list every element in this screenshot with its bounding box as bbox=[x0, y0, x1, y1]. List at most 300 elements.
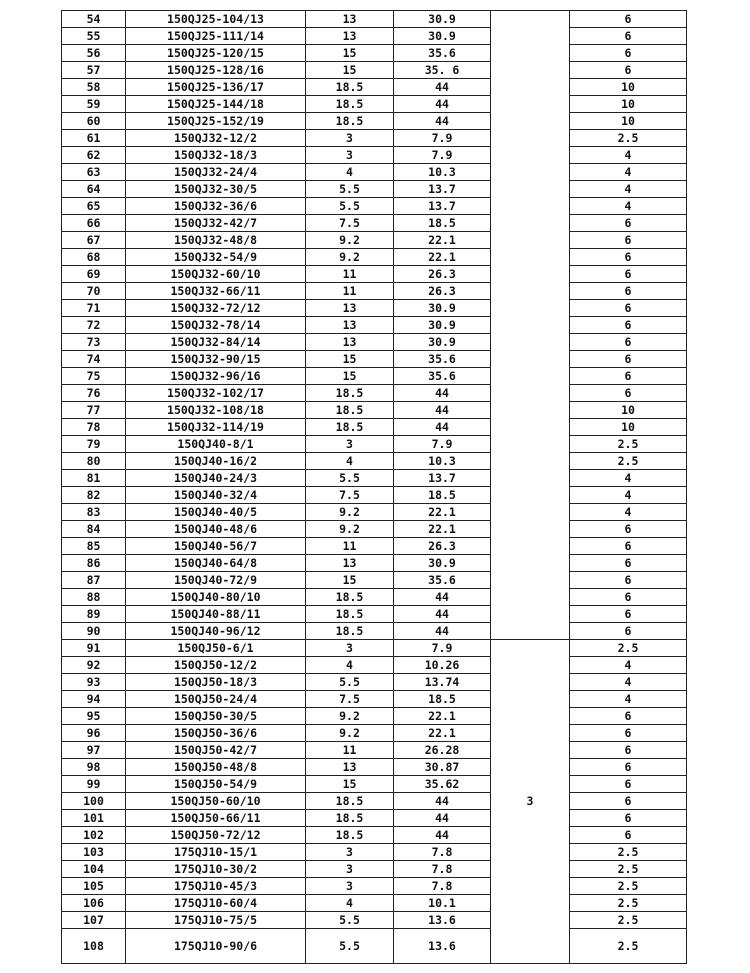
row-number-cell: 84 bbox=[62, 521, 126, 538]
row-number-cell: 62 bbox=[62, 147, 126, 164]
current-a-cell: 10.1 bbox=[394, 895, 491, 912]
model-cell: 150QJ50-66/11 bbox=[126, 810, 306, 827]
table-row bbox=[62, 181, 687, 198]
spec-value-cell: 6 bbox=[570, 572, 687, 589]
power-kw-cell: 5.5 bbox=[306, 929, 394, 964]
model-cell: 150QJ32-30/5 bbox=[126, 181, 306, 198]
table-row bbox=[62, 674, 687, 691]
merged-value-cell bbox=[491, 11, 570, 640]
spec-value-cell: 10 bbox=[570, 402, 687, 419]
spec-value-cell: 6 bbox=[570, 742, 687, 759]
model-cell: 150QJ32-78/14 bbox=[126, 317, 306, 334]
power-kw-cell: 5.5 bbox=[306, 912, 394, 929]
model-cell: 150QJ32-24/4 bbox=[126, 164, 306, 181]
table-row bbox=[62, 28, 687, 45]
row-number-cell: 60 bbox=[62, 113, 126, 130]
model-cell: 150QJ50-30/5 bbox=[126, 708, 306, 725]
model-cell: 175QJ10-90/6 bbox=[126, 929, 306, 964]
spec-value-cell: 6 bbox=[570, 215, 687, 232]
current-a-cell: 44 bbox=[394, 827, 491, 844]
row-number-cell: 107 bbox=[62, 912, 126, 929]
row-number-cell: 100 bbox=[62, 793, 126, 810]
current-a-cell: 13.6 bbox=[394, 912, 491, 929]
power-kw-cell: 4 bbox=[306, 164, 394, 181]
current-a-cell: 26.3 bbox=[394, 283, 491, 300]
model-cell: 150QJ50-60/10 bbox=[126, 793, 306, 810]
current-a-cell: 7.9 bbox=[394, 147, 491, 164]
row-number-cell: 69 bbox=[62, 266, 126, 283]
table-row bbox=[62, 742, 687, 759]
row-number-cell: 72 bbox=[62, 317, 126, 334]
power-kw-cell: 11 bbox=[306, 266, 394, 283]
power-kw-cell: 11 bbox=[306, 538, 394, 555]
power-kw-cell: 18.5 bbox=[306, 606, 394, 623]
current-a-cell: 44 bbox=[394, 113, 491, 130]
current-a-cell: 18.5 bbox=[394, 215, 491, 232]
spec-value-cell: 4 bbox=[570, 504, 687, 521]
spec-value-cell: 6 bbox=[570, 249, 687, 266]
table-row bbox=[62, 266, 687, 283]
row-number-cell: 76 bbox=[62, 385, 126, 402]
row-number-cell: 70 bbox=[62, 283, 126, 300]
row-number-cell: 68 bbox=[62, 249, 126, 266]
table-row bbox=[62, 79, 687, 96]
table-body bbox=[62, 11, 687, 964]
model-cell: 150QJ25-120/15 bbox=[126, 45, 306, 62]
model-cell: 150QJ32-42/7 bbox=[126, 215, 306, 232]
model-cell: 150QJ40-40/5 bbox=[126, 504, 306, 521]
model-cell: 150QJ25-128/16 bbox=[126, 62, 306, 79]
row-number-cell: 56 bbox=[62, 45, 126, 62]
power-kw-cell: 13 bbox=[306, 759, 394, 776]
model-cell: 150QJ40-16/2 bbox=[126, 453, 306, 470]
current-a-cell: 22.1 bbox=[394, 504, 491, 521]
power-kw-cell: 18.5 bbox=[306, 79, 394, 96]
row-number-cell: 90 bbox=[62, 623, 126, 640]
current-a-cell: 18.5 bbox=[394, 487, 491, 504]
power-kw-cell: 4 bbox=[306, 453, 394, 470]
table-row bbox=[62, 317, 687, 334]
row-number-cell: 54 bbox=[62, 11, 126, 28]
row-number-cell: 67 bbox=[62, 232, 126, 249]
model-cell: 150QJ40-8/1 bbox=[126, 436, 306, 453]
power-kw-cell: 13 bbox=[306, 334, 394, 351]
power-kw-cell: 9.2 bbox=[306, 504, 394, 521]
power-kw-cell: 18.5 bbox=[306, 810, 394, 827]
table-row bbox=[62, 130, 687, 147]
model-cell: 150QJ40-56/7 bbox=[126, 538, 306, 555]
power-kw-cell: 9.2 bbox=[306, 725, 394, 742]
power-kw-cell: 3 bbox=[306, 878, 394, 895]
spec-value-cell: 10 bbox=[570, 79, 687, 96]
model-cell: 150QJ40-64/8 bbox=[126, 555, 306, 572]
spec-value-cell: 6 bbox=[570, 725, 687, 742]
current-a-cell: 10.3 bbox=[394, 453, 491, 470]
table-row bbox=[62, 147, 687, 164]
table-row bbox=[62, 453, 687, 470]
spec-value-cell: 6 bbox=[570, 300, 687, 317]
power-kw-cell: 4 bbox=[306, 657, 394, 674]
spec-value-cell: 4 bbox=[570, 147, 687, 164]
spec-value-cell: 4 bbox=[570, 164, 687, 181]
table-row bbox=[62, 708, 687, 725]
model-cell: 150QJ50-18/3 bbox=[126, 674, 306, 691]
table-row bbox=[62, 385, 687, 402]
power-kw-cell: 3 bbox=[306, 640, 394, 657]
model-cell: 150QJ40-48/6 bbox=[126, 521, 306, 538]
row-number-cell: 77 bbox=[62, 402, 126, 419]
row-number-cell: 95 bbox=[62, 708, 126, 725]
table-row bbox=[62, 215, 687, 232]
current-a-cell: 22.1 bbox=[394, 521, 491, 538]
spec-value-cell: 2.5 bbox=[570, 912, 687, 929]
current-a-cell: 7.8 bbox=[394, 861, 491, 878]
model-cell: 150QJ32-18/3 bbox=[126, 147, 306, 164]
current-a-cell: 30.9 bbox=[394, 334, 491, 351]
current-a-cell: 22.1 bbox=[394, 249, 491, 266]
row-number-cell: 66 bbox=[62, 215, 126, 232]
spec-value-cell: 6 bbox=[570, 45, 687, 62]
row-number-cell: 102 bbox=[62, 827, 126, 844]
power-kw-cell: 5.5 bbox=[306, 198, 394, 215]
current-a-cell: 35.6 bbox=[394, 572, 491, 589]
table-row bbox=[62, 572, 687, 589]
row-number-cell: 97 bbox=[62, 742, 126, 759]
power-kw-cell: 15 bbox=[306, 351, 394, 368]
power-kw-cell: 5.5 bbox=[306, 674, 394, 691]
pump-spec-table bbox=[61, 10, 687, 964]
table-row bbox=[62, 334, 687, 351]
current-a-cell: 22.1 bbox=[394, 725, 491, 742]
model-cell: 150QJ40-72/9 bbox=[126, 572, 306, 589]
current-a-cell: 22.1 bbox=[394, 232, 491, 249]
spec-value-cell: 6 bbox=[570, 759, 687, 776]
power-kw-cell: 18.5 bbox=[306, 402, 394, 419]
row-number-cell: 64 bbox=[62, 181, 126, 198]
power-kw-cell: 15 bbox=[306, 776, 394, 793]
current-a-cell: 35.6 bbox=[394, 351, 491, 368]
table-row bbox=[62, 606, 687, 623]
merged-value-cell: 3 bbox=[491, 640, 570, 964]
spec-value-cell: 6 bbox=[570, 11, 687, 28]
spec-value-cell: 2.5 bbox=[570, 640, 687, 657]
spec-value-cell: 6 bbox=[570, 28, 687, 45]
current-a-cell: 7.9 bbox=[394, 640, 491, 657]
spec-value-cell: 10 bbox=[570, 419, 687, 436]
row-number-cell: 71 bbox=[62, 300, 126, 317]
power-kw-cell: 4 bbox=[306, 895, 394, 912]
model-cell: 175QJ10-75/5 bbox=[126, 912, 306, 929]
row-number-cell: 93 bbox=[62, 674, 126, 691]
model-cell: 150QJ32-102/17 bbox=[126, 385, 306, 402]
table-row bbox=[62, 487, 687, 504]
spec-value-cell: 6 bbox=[570, 283, 687, 300]
table-row bbox=[62, 232, 687, 249]
spec-value-cell: 4 bbox=[570, 181, 687, 198]
row-number-cell: 92 bbox=[62, 657, 126, 674]
model-cell: 150QJ32-96/16 bbox=[126, 368, 306, 385]
current-a-cell: 30.9 bbox=[394, 555, 491, 572]
current-a-cell: 30.9 bbox=[394, 28, 491, 45]
spec-value-cell: 2.5 bbox=[570, 453, 687, 470]
power-kw-cell: 3 bbox=[306, 130, 394, 147]
spec-value-cell: 6 bbox=[570, 606, 687, 623]
spec-value-cell: 6 bbox=[570, 62, 687, 79]
model-cell: 150QJ32-66/11 bbox=[126, 283, 306, 300]
spec-value-cell: 6 bbox=[570, 708, 687, 725]
row-number-cell: 88 bbox=[62, 589, 126, 606]
spec-value-cell: 6 bbox=[570, 589, 687, 606]
row-number-cell: 89 bbox=[62, 606, 126, 623]
current-a-cell: 35.6 bbox=[394, 45, 491, 62]
model-cell: 150QJ32-108/18 bbox=[126, 402, 306, 419]
row-number-cell: 58 bbox=[62, 79, 126, 96]
current-a-cell: 30.9 bbox=[394, 317, 491, 334]
spec-value-cell: 4 bbox=[570, 470, 687, 487]
power-kw-cell: 18.5 bbox=[306, 419, 394, 436]
power-kw-cell: 7.5 bbox=[306, 215, 394, 232]
current-a-cell: 22.1 bbox=[394, 708, 491, 725]
table-row bbox=[62, 810, 687, 827]
table-row bbox=[62, 878, 687, 895]
spec-value-cell: 6 bbox=[570, 351, 687, 368]
current-a-cell: 13.7 bbox=[394, 470, 491, 487]
table-row bbox=[62, 436, 687, 453]
power-kw-cell: 18.5 bbox=[306, 623, 394, 640]
power-kw-cell: 15 bbox=[306, 572, 394, 589]
power-kw-cell: 18.5 bbox=[306, 589, 394, 606]
power-kw-cell: 15 bbox=[306, 45, 394, 62]
model-cell: 175QJ10-15/1 bbox=[126, 844, 306, 861]
table-row bbox=[62, 623, 687, 640]
spec-value-cell: 2.5 bbox=[570, 878, 687, 895]
table-row bbox=[62, 521, 687, 538]
power-kw-cell: 18.5 bbox=[306, 113, 394, 130]
spec-value-cell: 2.5 bbox=[570, 130, 687, 147]
model-cell: 175QJ10-30/2 bbox=[126, 861, 306, 878]
row-number-cell: 86 bbox=[62, 555, 126, 572]
current-a-cell: 30.9 bbox=[394, 11, 491, 28]
spec-value-cell: 2.5 bbox=[570, 844, 687, 861]
spec-value-cell: 6 bbox=[570, 793, 687, 810]
spec-value-cell: 2.5 bbox=[570, 436, 687, 453]
table-row bbox=[62, 62, 687, 79]
current-a-cell: 7.8 bbox=[394, 878, 491, 895]
row-number-cell: 78 bbox=[62, 419, 126, 436]
model-cell: 150QJ32-54/9 bbox=[126, 249, 306, 266]
spec-value-cell: 6 bbox=[570, 266, 687, 283]
current-a-cell: 44 bbox=[394, 589, 491, 606]
row-number-cell: 73 bbox=[62, 334, 126, 351]
table-row bbox=[62, 419, 687, 436]
row-number-cell: 108 bbox=[62, 929, 126, 964]
current-a-cell: 44 bbox=[394, 419, 491, 436]
spec-value-cell: 4 bbox=[570, 487, 687, 504]
current-a-cell: 13.7 bbox=[394, 181, 491, 198]
row-number-cell: 96 bbox=[62, 725, 126, 742]
table-row bbox=[62, 368, 687, 385]
spec-value-cell: 10 bbox=[570, 96, 687, 113]
current-a-cell: 44 bbox=[394, 810, 491, 827]
table-row bbox=[62, 640, 687, 657]
spec-value-cell: 6 bbox=[570, 334, 687, 351]
row-number-cell: 75 bbox=[62, 368, 126, 385]
table-row bbox=[62, 912, 687, 929]
row-number-cell: 105 bbox=[62, 878, 126, 895]
power-kw-cell: 9.2 bbox=[306, 232, 394, 249]
model-cell: 150QJ40-80/10 bbox=[126, 589, 306, 606]
table-row bbox=[62, 657, 687, 674]
current-a-cell: 13.7 bbox=[394, 198, 491, 215]
model-cell: 150QJ25-136/17 bbox=[126, 79, 306, 96]
model-cell: 150QJ25-152/19 bbox=[126, 113, 306, 130]
row-number-cell: 83 bbox=[62, 504, 126, 521]
row-number-cell: 82 bbox=[62, 487, 126, 504]
current-a-cell: 44 bbox=[394, 606, 491, 623]
power-kw-cell: 3 bbox=[306, 861, 394, 878]
spec-value-cell: 6 bbox=[570, 827, 687, 844]
table-row bbox=[62, 11, 687, 28]
spec-value-cell: 6 bbox=[570, 521, 687, 538]
power-kw-cell: 18.5 bbox=[306, 793, 394, 810]
model-cell: 150QJ40-96/12 bbox=[126, 623, 306, 640]
current-a-cell: 10.3 bbox=[394, 164, 491, 181]
row-number-cell: 106 bbox=[62, 895, 126, 912]
power-kw-cell: 18.5 bbox=[306, 385, 394, 402]
model-cell: 150QJ50-36/6 bbox=[126, 725, 306, 742]
row-number-cell: 74 bbox=[62, 351, 126, 368]
row-number-cell: 80 bbox=[62, 453, 126, 470]
current-a-cell: 30.9 bbox=[394, 300, 491, 317]
table-row bbox=[62, 164, 687, 181]
model-cell: 150QJ32-48/8 bbox=[126, 232, 306, 249]
row-number-cell: 63 bbox=[62, 164, 126, 181]
power-kw-cell: 3 bbox=[306, 147, 394, 164]
current-a-cell: 26.3 bbox=[394, 266, 491, 283]
model-cell: 150QJ25-144/18 bbox=[126, 96, 306, 113]
row-number-cell: 99 bbox=[62, 776, 126, 793]
current-a-cell: 26.28 bbox=[394, 742, 491, 759]
table-row bbox=[62, 470, 687, 487]
model-cell: 150QJ40-24/3 bbox=[126, 470, 306, 487]
table-row bbox=[62, 861, 687, 878]
current-a-cell: 35.6 bbox=[394, 368, 491, 385]
row-number-cell: 55 bbox=[62, 28, 126, 45]
current-a-cell: 18.5 bbox=[394, 691, 491, 708]
power-kw-cell: 3 bbox=[306, 844, 394, 861]
current-a-cell: 7.9 bbox=[394, 436, 491, 453]
current-a-cell: 10.26 bbox=[394, 657, 491, 674]
model-cell: 150QJ32-36/6 bbox=[126, 198, 306, 215]
table-row bbox=[62, 96, 687, 113]
spec-value-cell: 6 bbox=[570, 810, 687, 827]
power-kw-cell: 7.5 bbox=[306, 487, 394, 504]
power-kw-cell: 7.5 bbox=[306, 691, 394, 708]
table-row bbox=[62, 351, 687, 368]
current-a-cell: 44 bbox=[394, 623, 491, 640]
model-cell: 150QJ50-6/1 bbox=[126, 640, 306, 657]
current-a-cell: 26.3 bbox=[394, 538, 491, 555]
current-a-cell: 7.9 bbox=[394, 130, 491, 147]
table-row bbox=[62, 300, 687, 317]
spec-value-cell: 2.5 bbox=[570, 895, 687, 912]
model-cell: 175QJ10-60/4 bbox=[126, 895, 306, 912]
spec-value-cell: 6 bbox=[570, 232, 687, 249]
model-cell: 150QJ50-42/7 bbox=[126, 742, 306, 759]
row-number-cell: 94 bbox=[62, 691, 126, 708]
model-cell: 150QJ40-88/11 bbox=[126, 606, 306, 623]
current-a-cell: 44 bbox=[394, 79, 491, 96]
power-kw-cell: 18.5 bbox=[306, 96, 394, 113]
row-number-cell: 98 bbox=[62, 759, 126, 776]
model-cell: 150QJ32-114/19 bbox=[126, 419, 306, 436]
spec-value-cell: 6 bbox=[570, 317, 687, 334]
table-row bbox=[62, 402, 687, 419]
current-a-cell: 13.74 bbox=[394, 674, 491, 691]
model-cell: 150QJ50-48/8 bbox=[126, 759, 306, 776]
table-row bbox=[62, 198, 687, 215]
table-row bbox=[62, 895, 687, 912]
power-kw-cell: 5.5 bbox=[306, 181, 394, 198]
model-cell: 150QJ32-12/2 bbox=[126, 130, 306, 147]
current-a-cell: 44 bbox=[394, 793, 491, 810]
power-kw-cell: 11 bbox=[306, 742, 394, 759]
row-number-cell: 85 bbox=[62, 538, 126, 555]
current-a-cell: 35.62 bbox=[394, 776, 491, 793]
model-cell: 150QJ50-24/4 bbox=[126, 691, 306, 708]
current-a-cell: 44 bbox=[394, 402, 491, 419]
model-cell: 150QJ50-54/9 bbox=[126, 776, 306, 793]
spec-value-cell: 10 bbox=[570, 113, 687, 130]
table-row bbox=[62, 113, 687, 130]
table-row bbox=[62, 793, 687, 810]
spec-value-cell: 4 bbox=[570, 674, 687, 691]
row-number-cell: 91 bbox=[62, 640, 126, 657]
power-kw-cell: 3 bbox=[306, 436, 394, 453]
row-number-cell: 79 bbox=[62, 436, 126, 453]
spec-value-cell: 6 bbox=[570, 555, 687, 572]
model-cell: 150QJ32-72/12 bbox=[126, 300, 306, 317]
power-kw-cell: 9.2 bbox=[306, 249, 394, 266]
spec-value-cell: 6 bbox=[570, 623, 687, 640]
spec-value-cell: 4 bbox=[570, 691, 687, 708]
row-number-cell: 65 bbox=[62, 198, 126, 215]
spec-value-cell: 6 bbox=[570, 538, 687, 555]
table-row bbox=[62, 929, 687, 964]
table-row bbox=[62, 504, 687, 521]
current-a-cell: 30.87 bbox=[394, 759, 491, 776]
power-kw-cell: 11 bbox=[306, 283, 394, 300]
spec-value-cell: 4 bbox=[570, 198, 687, 215]
row-number-cell: 81 bbox=[62, 470, 126, 487]
table-row bbox=[62, 249, 687, 266]
current-a-cell: 44 bbox=[394, 96, 491, 113]
row-number-cell: 57 bbox=[62, 62, 126, 79]
spec-value-cell: 2.5 bbox=[570, 861, 687, 878]
row-number-cell: 87 bbox=[62, 572, 126, 589]
model-cell: 150QJ40-32/4 bbox=[126, 487, 306, 504]
row-number-cell: 59 bbox=[62, 96, 126, 113]
table-row bbox=[62, 725, 687, 742]
power-kw-cell: 13 bbox=[306, 11, 394, 28]
row-number-cell: 101 bbox=[62, 810, 126, 827]
table-row bbox=[62, 759, 687, 776]
table-row bbox=[62, 555, 687, 572]
power-kw-cell: 9.2 bbox=[306, 708, 394, 725]
table-row bbox=[62, 589, 687, 606]
row-number-cell: 104 bbox=[62, 861, 126, 878]
model-cell: 150QJ32-90/15 bbox=[126, 351, 306, 368]
